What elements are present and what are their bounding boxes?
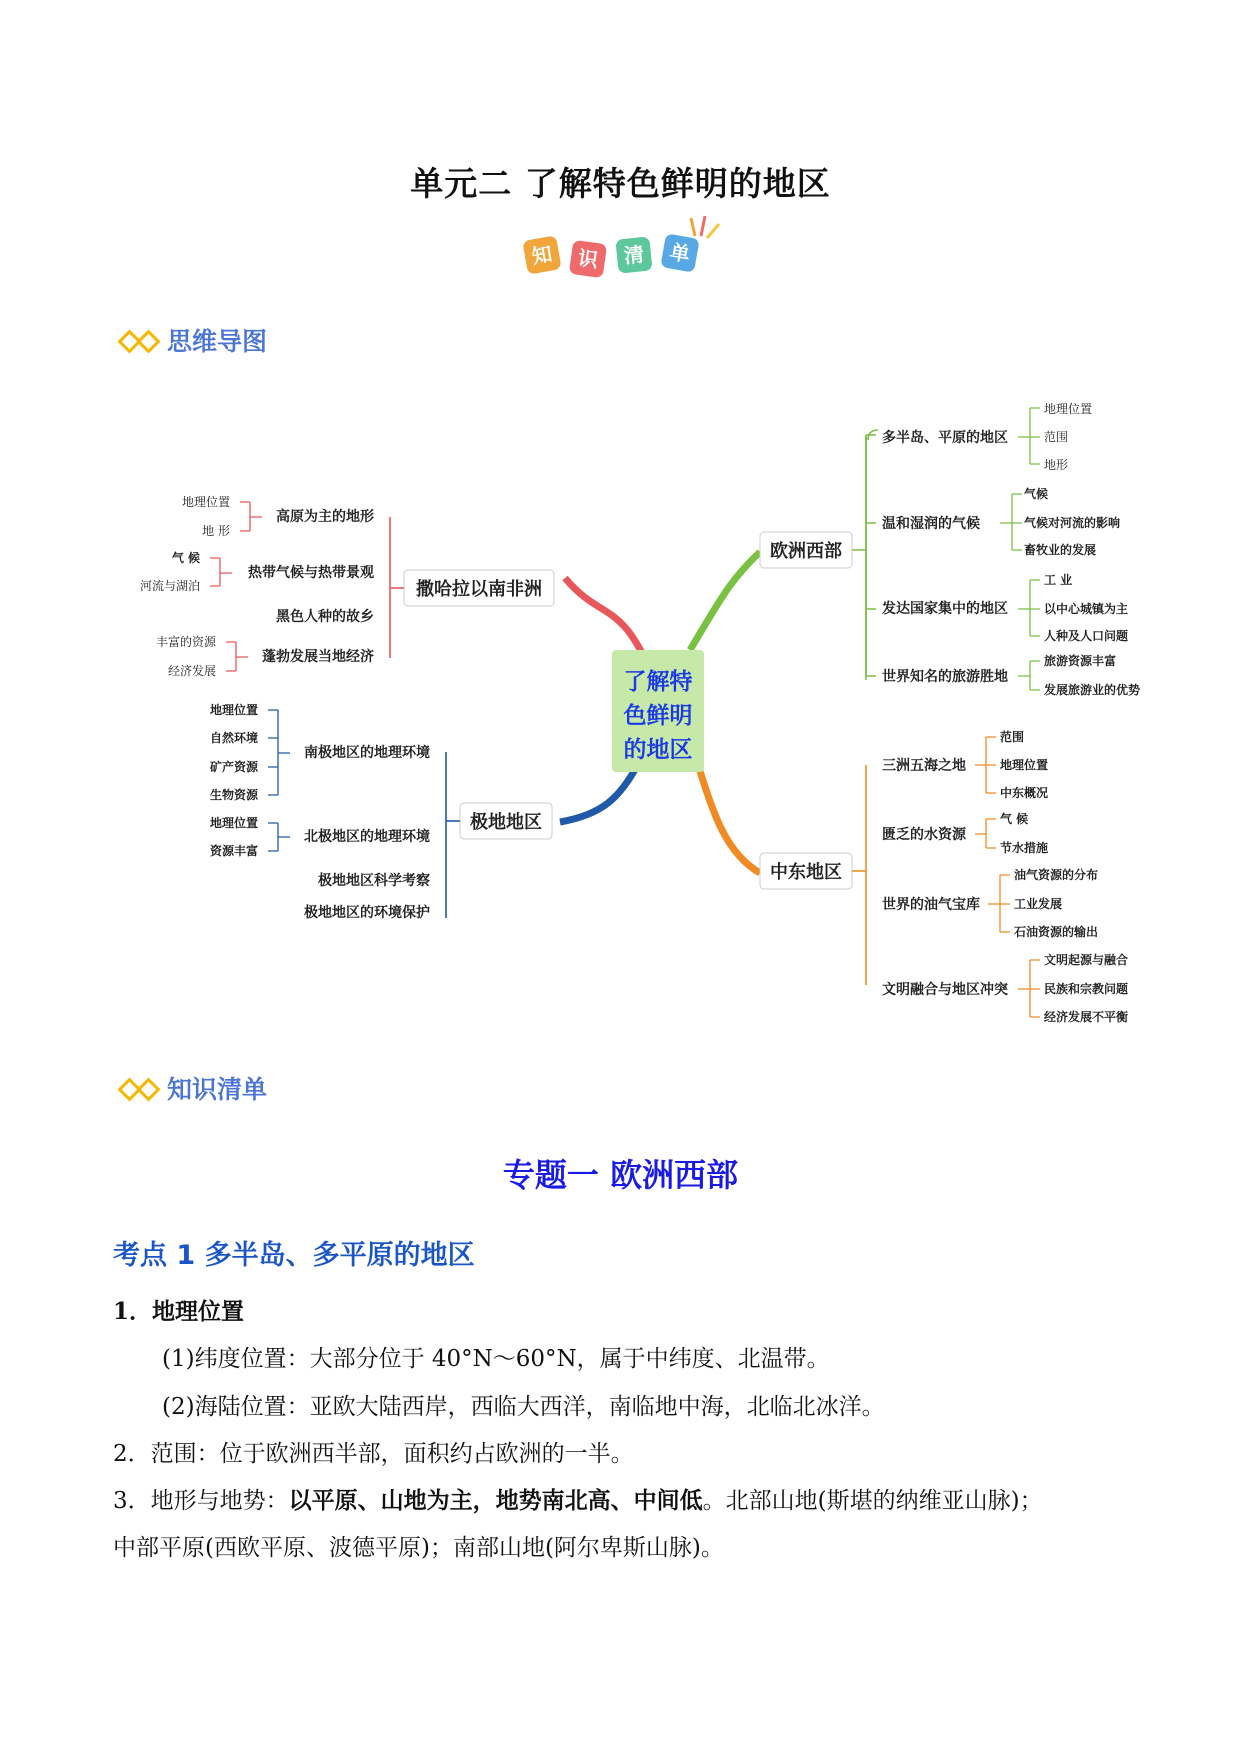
topic-title: 专题一 欧洲西部 <box>502 1156 739 1194</box>
mideast-leaf: 节水措施 <box>1000 841 1049 855</box>
mideast-leaf: 范围 <box>1000 730 1025 744</box>
africa-child-2: 热带气候与热带景观 <box>248 565 374 581</box>
mind-map <box>0 380 1241 1030</box>
africa-leaf: 丰富的资源 <box>155 635 216 649</box>
diamond-icon <box>136 329 160 353</box>
africa-child-1: 高原为主的地形 <box>276 509 374 525</box>
mideast-leaf: 中东概况 <box>1000 786 1049 800</box>
mideast-leaf: 经济发展不平衡 <box>1044 1010 1129 1024</box>
europe-leaf: 发展旅游业的优势 <box>1044 683 1141 697</box>
content-paragraph: (1)纬度位置：大部分位于 40°N～60°N，属于中纬度、北温带。 <box>162 1346 830 1372</box>
africa-leaf: 气 候 <box>171 551 200 565</box>
africa-leaf: 地 形 <box>202 524 230 538</box>
mideast-leaf: 民族和宗教问题 <box>1044 982 1129 996</box>
europe-child-3: 发达国家集中的地区 <box>882 601 1008 617</box>
content-paragraph: 2．范围：位于欧洲西半部，面积约占欧洲的一半。 <box>113 1441 634 1467</box>
badge-zhi: 知 <box>522 235 561 274</box>
europe-leaf: 地理位置 <box>1044 402 1093 416</box>
europe-child-1: 多半岛、平原的地区 <box>882 430 1008 446</box>
polar-child-3: 极地地区科学考察 <box>318 873 430 889</box>
section-mindmap-label: 思维导图 <box>167 327 268 356</box>
section-knowledge-heading <box>121 1070 267 1106</box>
branch-europe <box>690 552 760 650</box>
mideast-leaf: 地理位置 <box>1000 758 1049 772</box>
africa-leaf: 河流与湖泊 <box>139 579 200 593</box>
section-mindmap-heading <box>121 322 267 358</box>
mideast-leaf: 工业发展 <box>1014 897 1063 911</box>
kaodian-heading: 考点 1 多半岛、多平原的地区 <box>113 1240 475 1271</box>
badge-dan: 单 <box>660 233 699 272</box>
mideast-child-4: 文明融合与地区冲突 <box>882 982 1008 998</box>
mideast-leaf: 油气资源的分布 <box>1014 868 1099 882</box>
content-paragraph: 中部平原(西欧平原、波德平原)；南部山地(阿尔卑斯山脉)。 <box>113 1535 724 1561</box>
europe-leaf: 旅游资源丰富 <box>1044 654 1117 668</box>
center-line-2: 色鲜明 <box>623 703 693 729</box>
diamond-icon <box>136 1077 160 1101</box>
section-knowledge-label: 知识清单 <box>167 1075 268 1104</box>
polar-leaf: 地理位置 <box>209 703 258 717</box>
node-africa-label: 撒哈拉以南非洲 <box>416 579 542 600</box>
mideast-child-2: 匮乏的水资源 <box>882 827 966 843</box>
polar-child-1: 南极地区的地理环境 <box>304 745 430 761</box>
sparkle-icon <box>685 210 725 240</box>
europe-leaf: 人种及人口问题 <box>1044 629 1129 643</box>
badge-qing: 清 <box>615 236 652 273</box>
mideast-leaf: 文明起源与融合 <box>1044 953 1129 967</box>
page-title: 单元二 了解特色鲜明的地区 <box>410 164 831 203</box>
polar-leaf: 自然环境 <box>209 731 258 745</box>
knowledge-list-badge <box>525 232 725 282</box>
content-paragraph <box>113 1486 1043 1516</box>
center-line-1: 了解特 <box>623 669 693 695</box>
europe-leaf: 气候对河流的影响 <box>1024 516 1121 530</box>
content-text: 。北部山地(斯堪的纳维亚山脉)； <box>702 1488 1043 1514</box>
content-bold-text: 以平原、山地为主，地势南北高、中间低 <box>288 1487 703 1514</box>
node-polar-label: 极地地区 <box>470 812 542 833</box>
content-heading-1: 1．地理位置 <box>113 1298 245 1325</box>
europe-leaf: 气候 <box>1024 487 1049 501</box>
mideast-child-3: 世界的油气宝库 <box>882 897 980 913</box>
africa-leaf: 地理位置 <box>181 495 230 509</box>
center-line-3: 的地区 <box>623 737 693 763</box>
europe-leaf: 范围 <box>1044 430 1069 444</box>
content-paragraph: (2)海陆位置：亚欧大陆西岸，西临大西洋，南临地中海，北临北冰洋。 <box>162 1394 885 1420</box>
europe-connectors <box>852 435 876 676</box>
africa-child-4: 蓬勃发展当地经济 <box>262 649 374 665</box>
europe-leaf: 地形 <box>1044 458 1069 472</box>
africa-child-3: 黑色人种的故乡 <box>276 609 374 625</box>
polar-leaf: 矿产资源 <box>209 760 258 774</box>
mideast-leaf: 气 候 <box>1000 812 1029 826</box>
europe-leaf: 工 业 <box>1044 573 1073 587</box>
europe-leaf: 以中心城镇为主 <box>1044 602 1129 616</box>
europe-leaf: 畜牧业的发展 <box>1024 543 1097 557</box>
europe-child-4: 世界知名的旅游胜地 <box>882 669 1008 685</box>
mideast-leaf: 石油资源的输出 <box>1014 925 1099 939</box>
polar-child-4: 极地地区的环境保护 <box>304 905 430 921</box>
africa-leaf: 经济发展 <box>167 664 216 678</box>
polar-leaf: 资源丰富 <box>209 844 258 858</box>
content-text: 3．地形与地势： <box>113 1488 289 1514</box>
polar-leaf: 生物资源 <box>209 788 258 802</box>
node-mideast-label: 中东地区 <box>770 862 842 883</box>
polar-leaf: 地理位置 <box>209 816 258 830</box>
badge-shi: 识 <box>569 240 607 278</box>
mideast-child-1: 三洲五海之地 <box>882 758 966 774</box>
node-europe-label: 欧洲西部 <box>770 541 842 562</box>
europe-child-2: 温和湿润的气候 <box>882 516 980 532</box>
polar-child-2: 北极地区的地理环境 <box>304 829 430 845</box>
